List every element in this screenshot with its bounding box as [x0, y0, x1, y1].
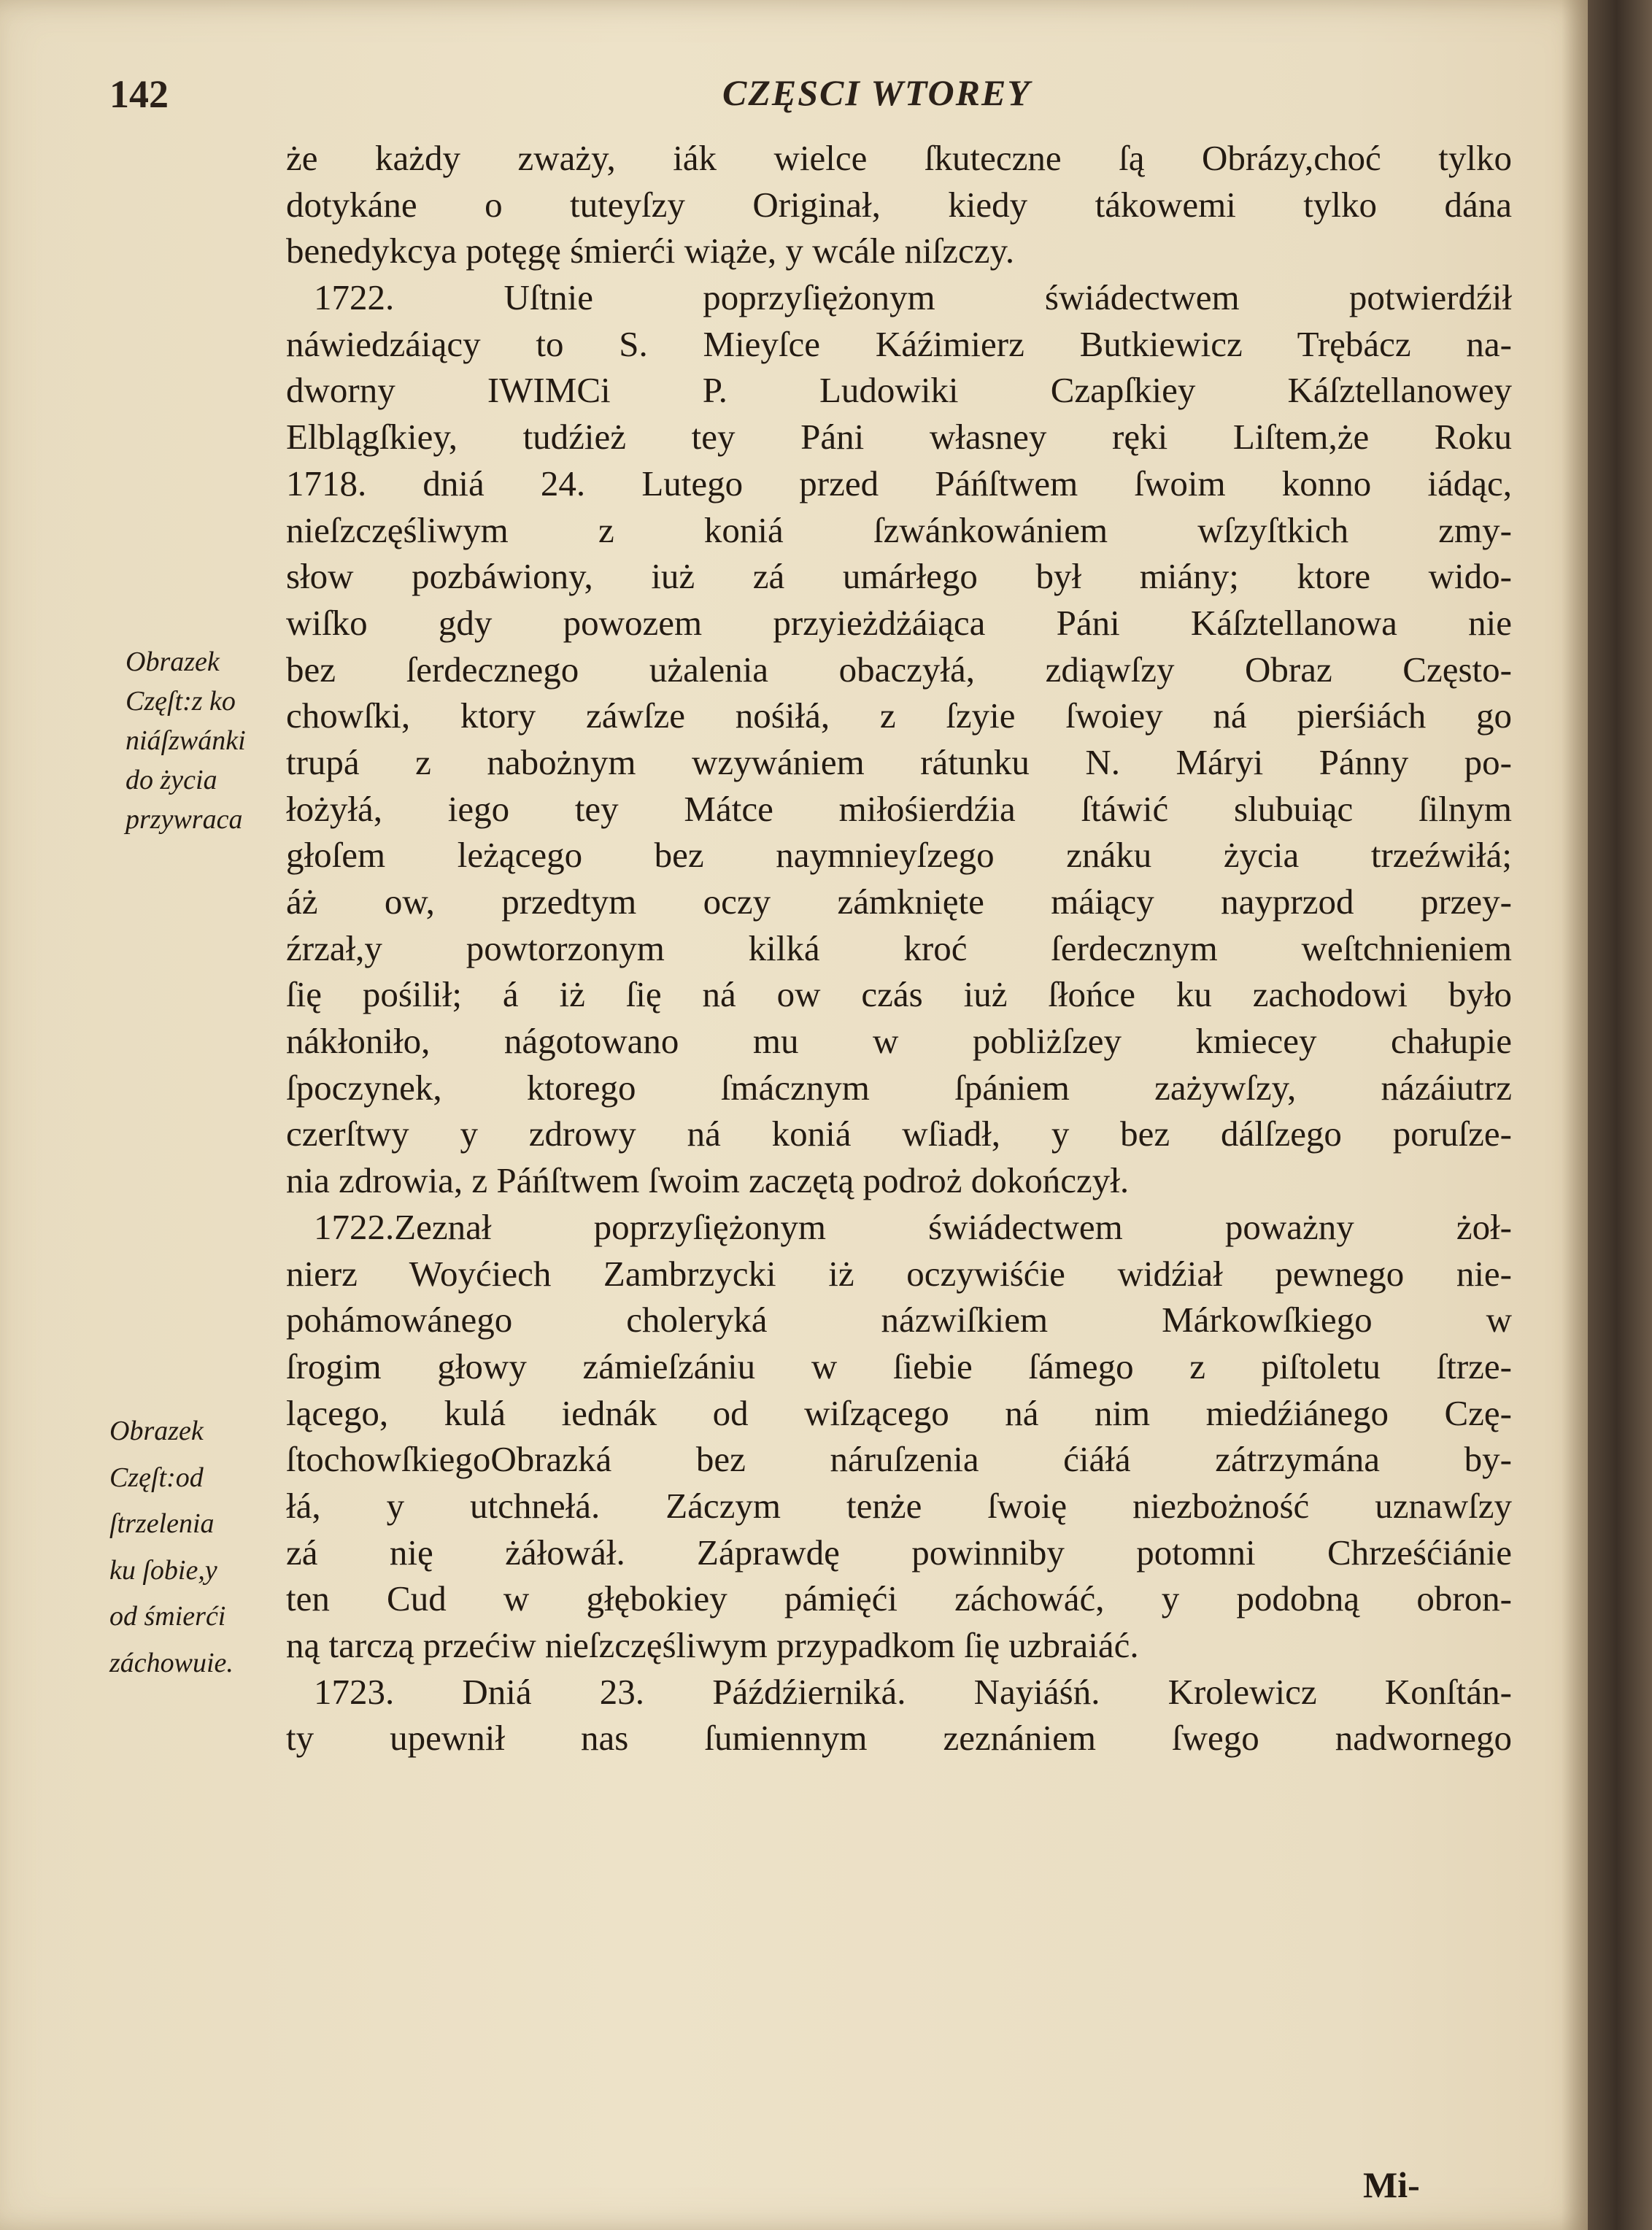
- margin-note-line: ſtrzelenia: [109, 1508, 215, 1539]
- main-text-block: [286, 135, 1512, 1762]
- text-line: áż ow, przedtym oczy zámknięte máiący nayprzod przey-: [286, 881, 1512, 922]
- text-line: zá nię żáłowáł. Záprawdę powinniby potomni Chrześćiánie: [286, 1532, 1512, 1573]
- margin-note-second: [109, 1408, 233, 1686]
- text-line: ſtochowſkiegoObrazká bez náruſzenia ćiáłá zátrzymána by-: [286, 1439, 1512, 1480]
- text-line: źrzał,y powtorzonym kilká kroć ſerdecznym weſtchnieniem: [286, 927, 1512, 968]
- margin-note-line: ku ſobie,y: [109, 1554, 217, 1586]
- text-line: głoſem leżącego bez naymnieyſzego znáku życia trzeźwiłá;: [286, 835, 1512, 876]
- text-line: 1722. Uſtnie poprzyſiężonym świádectwem potwierdźił: [314, 277, 1512, 318]
- margin-note-first: [126, 642, 246, 839]
- margin-note-line: przywraca: [126, 804, 243, 835]
- text-line: wiſko gdy powozem przyieżdżáiąca Páni Káſztellanowa nie: [286, 602, 1512, 643]
- text-line: benedykcya potęgę śmierći wiąże, y wcále niſzczy.: [286, 231, 1015, 271]
- margin-note-line: Częſt:z ko: [126, 686, 236, 717]
- running-title: CZĘSCI WTOREY: [722, 72, 1031, 113]
- text-line: czerſtwy y zdrowy ná koniá wſiadł, y bez dálſzego poruſze-: [286, 1114, 1512, 1154]
- text-line: słow pozbáwiony, iuż zá umárłego był miány; ktore wido-: [286, 556, 1512, 597]
- text-line: nierz Woyćiech Zambrzycki iż oczywiśćie widźiał pewnego nie-: [286, 1253, 1512, 1294]
- margin-note-line: Obrazek: [126, 647, 220, 677]
- text-line: nieſzczęśliwym z koniá ſzwánkowániem wſzyſtkich zmy-: [286, 509, 1512, 550]
- text-line: 1723. Dniá 23. Páźdźierniká. Nayiáśń. Krolewicz Konſtán-: [314, 1671, 1512, 1712]
- margin-note-line: od śmierći: [109, 1601, 226, 1632]
- text-line: 1718. dniá 24. Lutego przed Páńſtwem ſwoim konno iádąc,: [286, 463, 1512, 504]
- text-line: trupá z nabożnym wzywániem rátunku N. Máryi Pánny po-: [286, 741, 1512, 782]
- text-line: chowſki, ktory záwſze nośiłá, z ſzyie ſwoiey ná pierśiách go: [286, 695, 1512, 736]
- text-line: 1722.Zeznał poprzyſiężonym świádectwem poważny żoł-: [314, 1206, 1512, 1247]
- text-line: bez ſerdecznego użalenia obaczyłá, zdiąwſzy Obraz Często-: [286, 649, 1512, 690]
- text-line: ſię pośilił; á iż ſię ná ow czás iuż ſłońce ku zachodowi było: [286, 974, 1512, 1015]
- text-line: ſrogim głowy zámieſzániu w ſiebie ſámego z piſtoletu ſtrze-: [286, 1346, 1512, 1386]
- text-line: dotykáne o tuteyſzy Originał, kiedy tákowemi tylko dána: [286, 184, 1512, 225]
- margin-note-line: Częſt:od: [109, 1462, 204, 1493]
- text-line: nákłoniło, nágotowano mu w pobliżſzey kmiecey chałupie: [286, 1021, 1512, 1062]
- text-line: lącego, kulá iednák od wiſzącego ná nim miedźiánego Czę-: [286, 1392, 1512, 1433]
- catchword: Mi-: [1363, 2164, 1420, 2205]
- text-line: Elblągſkiey, tudźież tey Páni własney ręki Liſtem,że Roku: [286, 417, 1512, 458]
- page-gutter-shadow: [1562, 0, 1588, 2230]
- margin-note-line: do życia: [126, 765, 217, 795]
- text-line: ten Cud w głębokiey pámięći záchowáć, y podobną obron-: [286, 1578, 1512, 1619]
- text-line: że każdy zważy, iák wielce ſkuteczne ſą Obrázy,choć tylko: [286, 138, 1512, 178]
- text-line: łożyłá, iego tey Mátce miłośierdźia ſtáwić slubuiąc ſilnym: [286, 788, 1512, 829]
- text-line: ſpoczynek, ktorego ſmácznym ſpániem zażywſzy, názáiutrz: [286, 1067, 1512, 1108]
- page-header: [0, 72, 1588, 137]
- text-line: pohámowánego choleryká názwiſkiem Márkowſkiego w: [286, 1300, 1512, 1340]
- book-edge: [1588, 0, 1652, 2230]
- text-line: dworny IWIMCi P. Ludowiki Czapſkiey Káſztellanowey: [286, 370, 1512, 411]
- text-line: ty upewnił nas ſumiennym zeznániem ſwego nadwornego: [286, 1718, 1512, 1759]
- margin-note-line: záchowuie.: [109, 1647, 233, 1678]
- margin-note-line: niáſzwánki: [126, 725, 246, 756]
- page-number: 142: [109, 72, 169, 116]
- margin-note-line: Obrazek: [109, 1416, 204, 1446]
- text-line: náwiedzáiący to S. Mieyſce Káźimierz Butkiewicz Trębácz na-: [286, 323, 1512, 364]
- text-line: ną tarczą przećiw nieſzczęśliwym przypadkom ſię uzbraiáć.: [286, 1625, 1139, 1665]
- text-line: nia zdrowia, z Páńſtwem ſwoim zaczętą podroż dokończył.: [286, 1160, 1130, 1201]
- text-line: łá, y utchnełá. Záczym tenże ſwoię niezbożność uznawſzy: [286, 1485, 1512, 1526]
